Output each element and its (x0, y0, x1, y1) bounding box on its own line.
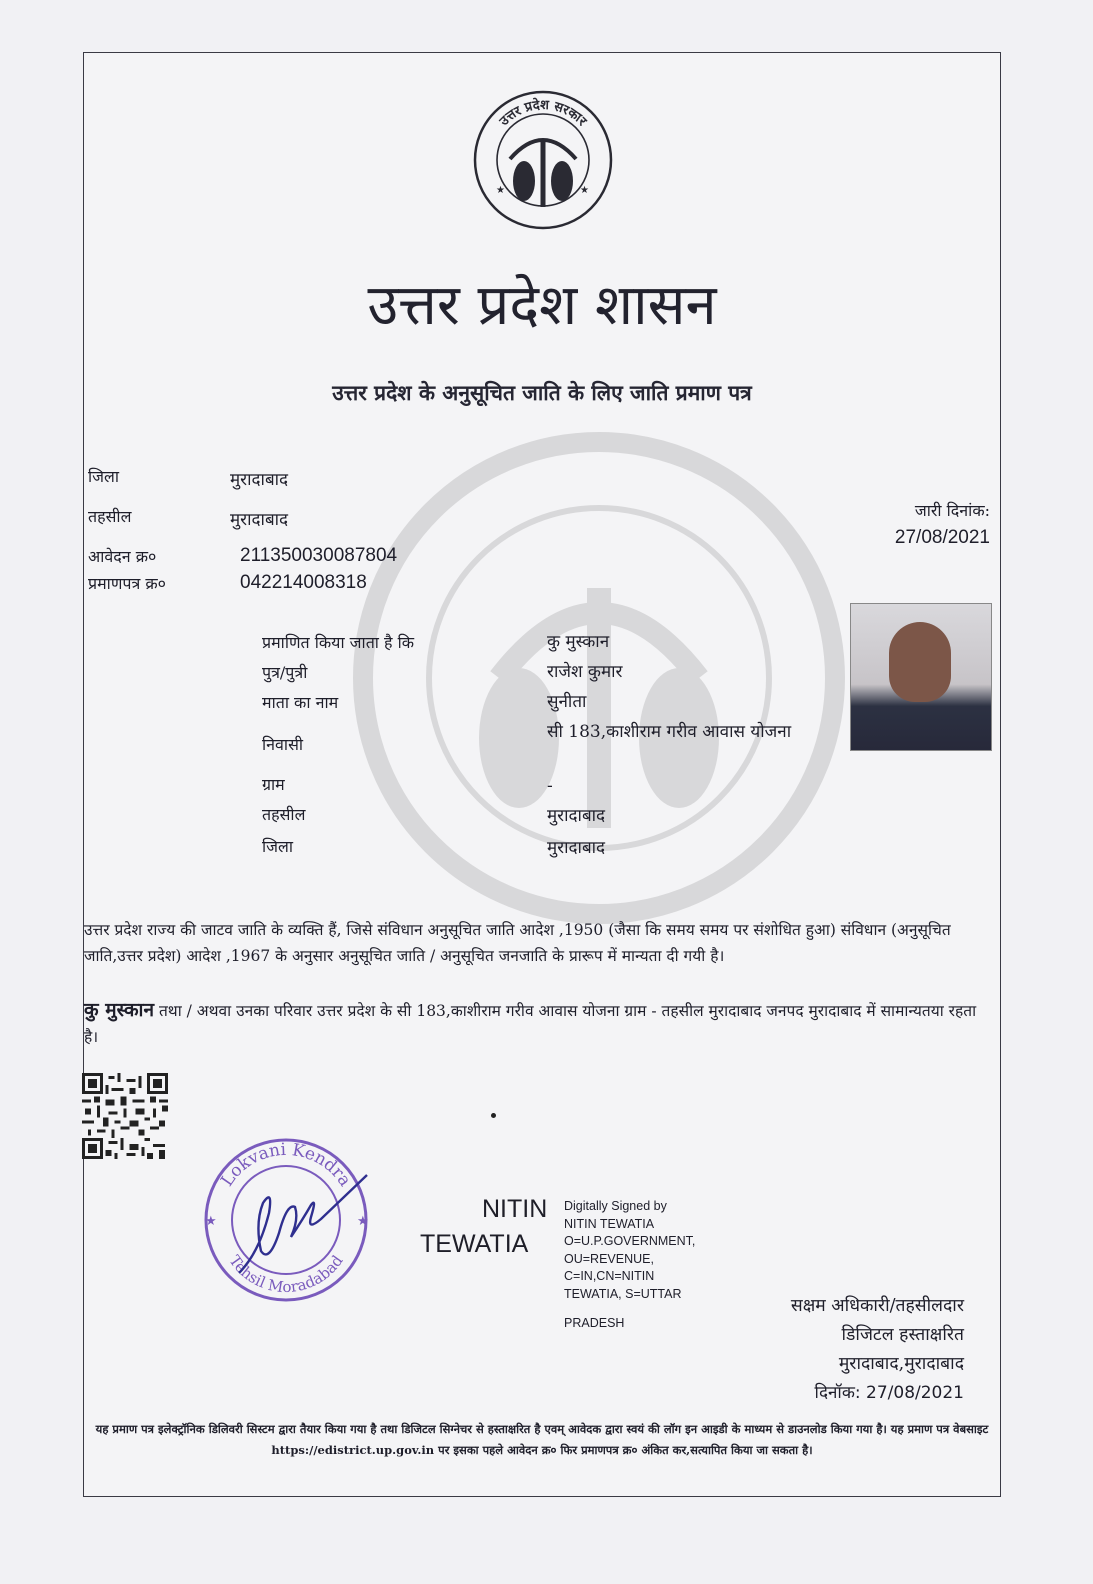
detail-label: माता का नाम (262, 693, 339, 712)
district-label: जिला (88, 467, 120, 486)
government-title: उत्तर प्रदेश शासन (367, 273, 717, 338)
ink-dot (491, 1113, 496, 1118)
detail-value: राजेश कुमार (547, 662, 623, 682)
stamp-text-bottom: Tehsil Moradabad (225, 1251, 347, 1297)
sig-meta-line: O=U.P.GOVERNMENT, (564, 1234, 696, 1248)
detail-value: सुनीता (547, 692, 587, 712)
digital-signature-meta (564, 1198, 734, 1333)
certificate-label: प्रमाणपत्र क्र० (88, 574, 166, 593)
detail-label: तहसील (262, 805, 306, 824)
caste-paragraph: उत्तर प्रदेश राज्य की जाटव जाति के व्यक्ति हैं, जिसे संविधान अनुसूचित जाति आदेश ,1950 (जैसा कि समय समय पर संशोधित हुआ) संविधान (अनुसूचित जाति,उत्तर प्रदेश) आदेश ,1967 के अनुसार अनुसूचित जाति / अनुसूचित जनजाति के प्रारूप में मान्यता दी गयी है। (84, 921, 951, 965)
certificate-title: उत्तर प्रदेश के अनुसूचित जाति के लिए जाति प्रमाण पत्र (332, 380, 752, 405)
svg-text:★: ★ (357, 1214, 369, 1229)
certificate-page (83, 52, 1001, 1497)
detail-label: प्रमाणित किया जाता है कि (262, 633, 415, 652)
sig-meta-line: Digitally Signed by (564, 1199, 667, 1213)
sig-meta-line: C=IN,CN=NITIN (564, 1269, 655, 1283)
qr-code-icon (82, 1073, 168, 1159)
district-value: मुरादाबाद (230, 470, 289, 490)
issue-date: 27/08/2021 (894, 527, 990, 548)
detail-label: जिला (262, 837, 294, 856)
application-label: आवेदन क्र० (88, 547, 157, 566)
authority-designation: सक्षम अधिकारी/तहसीलदार (790, 1296, 964, 1316)
sig-meta-line: NITIN TEWATIA (564, 1216, 655, 1231)
detail-label: निवासी (262, 735, 304, 754)
applicant-photo (850, 603, 992, 751)
svg-text:★: ★ (205, 1214, 217, 1229)
svg-text:★: ★ (496, 185, 505, 196)
authority-date-line (791, 1379, 964, 1408)
applicant-name: कु मुस्कान (84, 999, 155, 1021)
sig-meta-line: PRADESH (564, 1316, 625, 1330)
authority-place: मुरादाबाद,मुरादाबाद (838, 1354, 964, 1374)
signer-first-name: NITIN (482, 1195, 548, 1223)
application-number: 211350030087804 (240, 545, 398, 566)
up-government-emblem-icon (472, 89, 614, 231)
tehsil-value: मुरादाबाद (230, 510, 289, 530)
svg-text:★: ★ (580, 185, 589, 196)
stamp-text-top: Lokvani Kendra (217, 1139, 355, 1191)
sig-meta-line: TEWATIA, S=UTTAR (564, 1286, 682, 1301)
footer-note: यह प्रमाण पत्र इलेक्ट्रॉनिक डिलिवरी सिस्टम द्वारा तैयार किया गया है तथा डिजिटल सिग्नेचर से हस्ताक्षरित है एवम् आवेदक द्वारा स्वयं की लॉग इन आइडी के माध्यम से डाउनलोड किया गया है। यह प्रमाण पत्र वेबसाइट https://edistrict.up.gov.in पर इसका पहले आवेदन क्र० फिर प्रमाणपत्र क्र० अंकित कर,सत्यापित किया जा सकता है। (95, 1422, 989, 1457)
sig-meta-line: OU=REVENUE, (564, 1251, 654, 1266)
detail-label: ग्राम (262, 775, 285, 794)
authority-date-label: दिनॉक: (814, 1383, 861, 1403)
lokvani-kendra-stamp (199, 1133, 374, 1308)
emblem-text: उत्तर प्रदेश सरकार (496, 97, 590, 130)
detail-value: - (547, 776, 553, 796)
certificate-number: 042214008318 (240, 572, 367, 593)
detail-value: कु मुस्कान (547, 632, 610, 652)
detail-value: मुरादाबाद (547, 806, 606, 826)
authority-signed: डिजिटल हस्ताक्षरित (841, 1325, 964, 1345)
photo-placeholder (889, 622, 951, 702)
detail-value: सी 183,काशीराम गरीव आवास योजना (547, 722, 792, 742)
signer-last-name: TEWATIA (420, 1230, 529, 1258)
issue-date-block (895, 499, 990, 549)
authority-date: 27/08/2021 (866, 1383, 964, 1403)
detail-label: पुत्र/पुत्री (262, 663, 308, 682)
tehsil-label: तहसील (88, 507, 132, 526)
residence-text: तथा / अथवा उनका परिवार उत्तर प्रदेश के सी 183,काशीराम गरीव आवास योजना ग्राम - तहसील मुरादाबाद जनपद मुरादाबाद में सामान्यतया रहता है। (84, 1002, 977, 1046)
handwritten-signature (239, 1175, 367, 1273)
residence-paragraph (84, 997, 989, 1050)
detail-value: मुरादाबाद (547, 838, 606, 858)
authority-block (791, 1292, 964, 1408)
issue-date-label: जारी दिनांक: (914, 501, 990, 520)
